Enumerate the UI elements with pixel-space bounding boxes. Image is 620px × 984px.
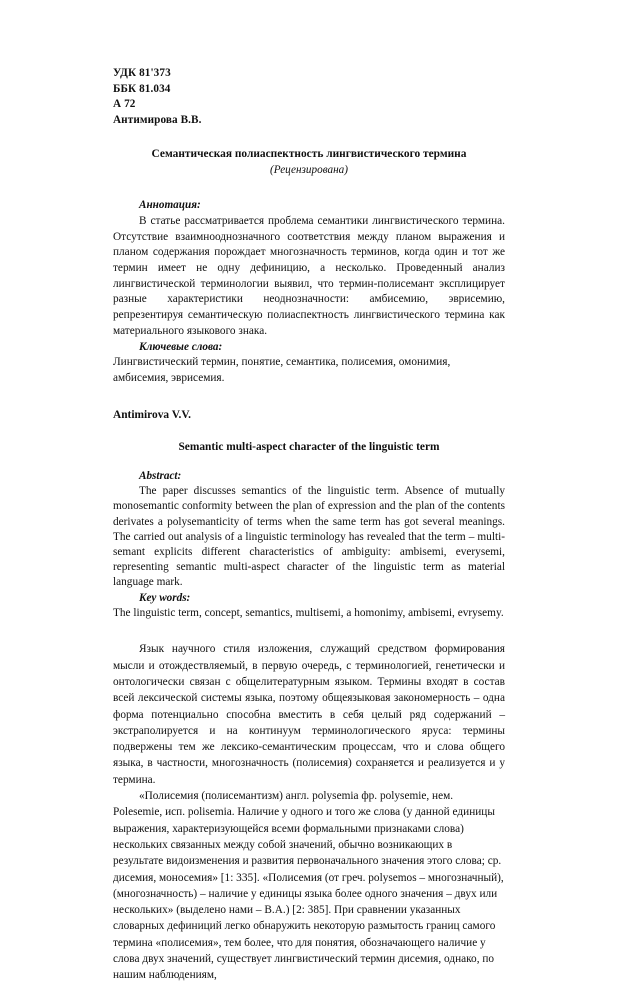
- article-title-ru: Семантическая полиаспектность лингвистического термина: [151, 148, 467, 161]
- author-name-en: Antimirova V.V.: [113, 408, 191, 421]
- bbk-code: ББК 81.034: [113, 82, 171, 95]
- annotation-label: Аннотация:: [139, 199, 201, 212]
- document-content: [113, 66, 505, 984]
- article-title-en: Semantic multi-aspect character of the linguistic term: [178, 440, 440, 453]
- body-paragraph-2: «Полисемия (полисемантизм) англ. polysemia фр. polysemie, нем. Polesemie, исп. polisemia. Наличие у одного и того же слова (у данной единицы выражения, характеризующейся всеми формальными признаками слова) нескольких связанных между собой значений, обычно возникающих в результате видоизменения и развития первоначального значения этого слова; ср. дисемия, моносемия» [1: 335]. «Полисемия (от греч. polysemos – многозначный), (многозначность) – наличие у единицы языка более одного значения – двух или нескольких» (выделено нами – В.А.) [2: 385]. При сравнении указанных словарных дефиниций легко обнаружить некоторую размытость границ самого термина «полисемия», тем более, что для понятия, обозначающего наличие у слова двух значений, существует лингвистический термин дисемия, однако, по нашим наблюдениям,: [113, 790, 504, 982]
- author-name-ru: Антимирова В.В.: [113, 113, 202, 126]
- keywords-text-en: The linguistic term, concept, semantics, multisemi, a homonimy, ambisemi, evrysemy.: [113, 607, 504, 620]
- abstract-text-en: The paper discusses semantics of the linguistic term. Absence of mutually monosemantic conformity between the plan of expression and the plan of the contents derivates a polysemanticity of terms when the same term has got several meanings. The carried out analysis of a linguistic terminology has revealed that the term – multi-semant explicits different characteristics of ambiguity: ambisemi, everysemi, representing semantic multi-aspect character of the linguistic term as material language mark.: [113, 485, 505, 589]
- keywords-label-ru: Ключевые слова:: [139, 340, 223, 353]
- annotation-text: В статье рассматривается проблема семантики лингвистического термина. Отсутствие взаимнооднозначного соответствия между планом выражения и планом содержания порождает многозначность терминов, когда один и тот же термин имеет не одну дефиницию, а несколько. Проведенный анализ лингвистической терминологии выявил, что термин-полисемант эксплицирует разные характеристики неоднозначности: амбисемию, эврисемию, репрезентируя семантическую полиаспектность лингвистического термина как материального языкового знака.: [113, 214, 505, 337]
- keywords-text-ru: Лингвистический термин, понятие, семантика, полисемия, омонимия, амбисемия, эврисемия.: [113, 356, 451, 384]
- article-subtitle-ru: (Рецензирована): [270, 164, 348, 177]
- udk-code: УДК 81'373: [113, 67, 171, 79]
- abstract-label-en: Abstract:: [139, 469, 182, 482]
- classification-codes: [113, 66, 505, 128]
- author-code: А 72: [113, 98, 136, 111]
- body-paragraph-1: Язык научного стиля изложения, служащий средством формирования мысли и отождествляемый, в первую очередь, с терминологией, генетически и онтологически связан с общелитературным языком. Термины входят в состав всей лексической системы языка, поэтому общеязыковая закономерность – одна форма потенциально способна вместить в себя целый ряд содержаний – экстраполируется и на континуум терминологического яруса: термины подвержены тем же лексико-семантическим процессам, что и слова общего языка, в частности, многозначность (полисемия) сохраняется и реализуется и у термина.: [113, 643, 505, 786]
- keywords-label-en: Key words:: [139, 591, 191, 604]
